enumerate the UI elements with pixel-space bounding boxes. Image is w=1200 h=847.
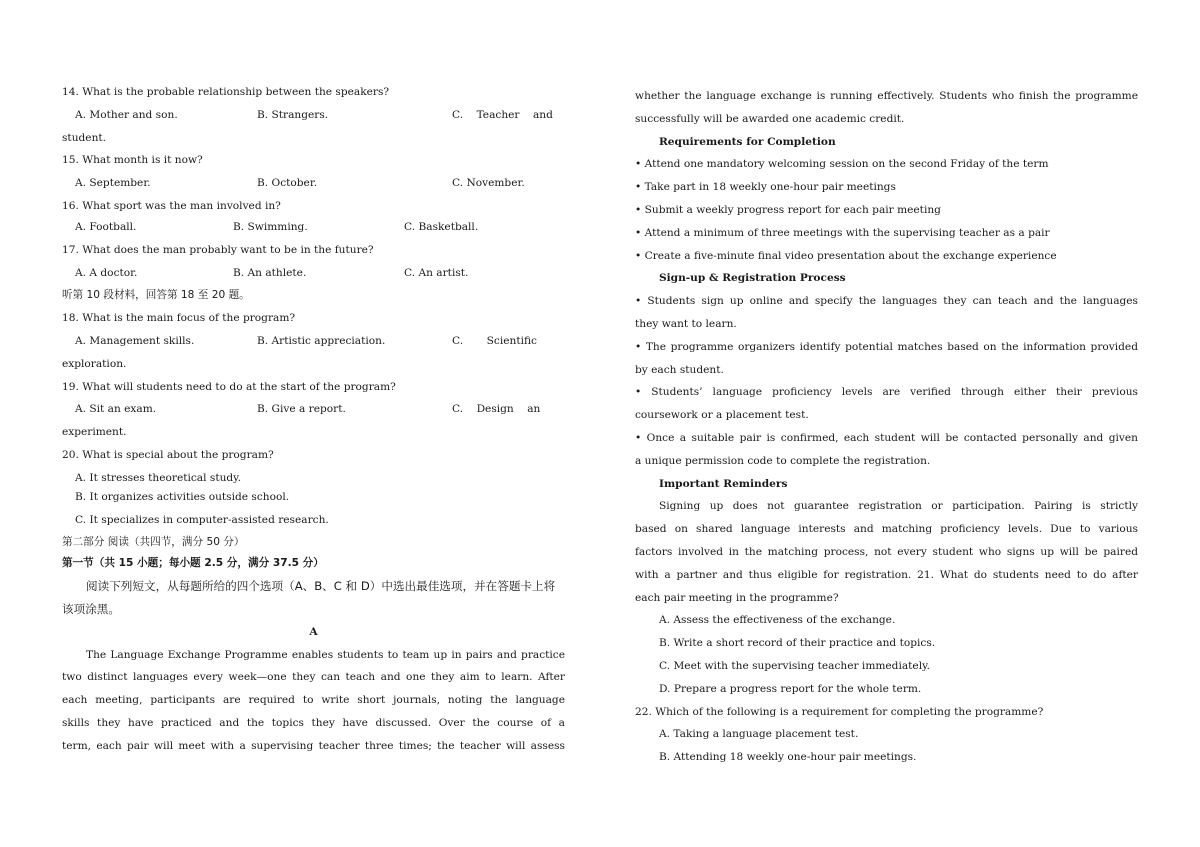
q21-option-b: B. Write a short record of their practice and topics.	[659, 637, 936, 650]
passage-line: each meeting, participants are required to write short journals, noting the language	[62, 694, 565, 707]
question-17-options	[62, 265, 565, 288]
reminder-line: based on shared language interests and matching proficiency levels. Due to various	[635, 523, 1138, 536]
section-10-heading: 听第 10 段材料，回答第 18 至 20 题。	[62, 289, 250, 302]
signup-line: a unique permission code to complete the registration.	[635, 454, 931, 467]
question-19	[62, 379, 565, 402]
question-17	[62, 242, 565, 265]
question-stem: 22. Which of the following is a requirement for completing the programme?	[635, 705, 1044, 718]
option-a: A. It stresses theoretical study.	[75, 471, 242, 484]
option-b: B. October.	[257, 177, 318, 190]
q21-option-c: C. Meet with the supervising teacher immediately.	[659, 659, 931, 672]
requirement-item: • Attend a minimum of three meetings with the supervising teacher as a pair	[635, 226, 1050, 239]
question-14-options	[62, 107, 565, 130]
option-c-continued: experiment.	[62, 426, 127, 439]
question-stem: 16. What sport was the man involved in?	[62, 199, 281, 212]
question-18	[62, 310, 565, 333]
passage-line: skills they have practiced and the topics they have discussed. Over the course of a	[62, 716, 565, 729]
question-20	[62, 447, 565, 470]
instructions-line-1: 阅读下列短文，从每题所给的四个选项（A、B、C 和 D）中选出最佳选项，并在答题卡上将	[86, 579, 556, 594]
option-a: A. A doctor.	[75, 266, 138, 279]
option-b: B. Give a report.	[257, 403, 346, 416]
requirements-heading: Requirements for Completion	[659, 135, 836, 148]
option-a: A. Mother and son.	[75, 108, 178, 121]
requirement-item: • Attend one mandatory welcoming session on the second Friday of the term	[635, 158, 1049, 171]
question-stem: 15. What month is it now?	[62, 154, 203, 167]
question-22	[635, 704, 1138, 727]
option-c: C. Design an	[452, 403, 541, 416]
passage-line: term, each pair will meet with a supervising teacher three times; the teacher will assess	[62, 739, 565, 752]
right-column	[635, 88, 1138, 772]
signup-line: coursework or a placement test.	[635, 409, 809, 422]
passage-line: whether the language exchange is running effectively. Students who finish the programme	[635, 90, 1138, 102]
q21-option-a: A. Assess the effectiveness of the exchange.	[659, 614, 896, 627]
question-16	[62, 198, 565, 219]
signup-heading: Sign-up & Registration Process	[659, 272, 846, 285]
signup-line: by each student.	[635, 363, 724, 376]
option-b: B. Strangers.	[257, 108, 329, 121]
question-stem: 18. What is the main focus of the program?	[62, 312, 296, 325]
reminder-line: with a partner and thus eligible for registration. 21. What do students need to do after	[635, 568, 1138, 581]
signup-line: • Students sign up online and specify the languages they can teach and the languages	[635, 295, 1138, 308]
q21-option-d: D. Prepare a progress report for the whole term.	[659, 682, 922, 695]
requirement-item: • Submit a weekly progress report for each pair meeting	[635, 203, 941, 216]
q22-option-b: B. Attending 18 weekly one-hour pair meetings.	[659, 751, 917, 764]
option-c-continued: student.	[62, 131, 107, 144]
option-a: A. Management skills.	[75, 334, 195, 347]
question-stem: 19. What will students need to do at the start of the program?	[62, 380, 396, 393]
q22-option-a: A. Taking a language placement test.	[659, 728, 859, 741]
instructions-line-2: 该项涂黑。	[62, 601, 120, 616]
reminder-line: Signing up does not guarantee registration or participation. Pairing is strictly	[659, 500, 1138, 513]
option-b: B. It organizes activities outside school.	[75, 490, 290, 503]
reminders-heading: Important Reminders	[659, 477, 788, 490]
option-b: B. Artistic appreciation.	[257, 334, 386, 347]
question-18-options	[62, 333, 565, 356]
option-c-continued: exploration.	[62, 357, 127, 370]
question-15-options	[62, 175, 565, 198]
part-2-heading: 第二部分 阅读（共四节，满分 50 分）	[62, 536, 245, 549]
option-c: C. November.	[452, 177, 525, 190]
passage-line: The Language Exchange Programme enables students to team up in pairs and practice	[86, 648, 565, 661]
option-c: C. An artist.	[404, 266, 469, 279]
section-1-heading: 第一节（共 15 小题；每小题 2.5 分，满分 37.5 分）	[62, 557, 324, 570]
question-19-options	[62, 401, 565, 424]
option-b: B. Swimming.	[233, 220, 308, 233]
reminder-line: factors involved in the matching process, not every student who signs up will be paired	[635, 545, 1138, 558]
option-c: C. Teacher and	[452, 108, 553, 121]
option-a: A. Sit an exam.	[75, 403, 157, 416]
signup-line: • Once a suitable pair is confirmed, each student will be contacted personally and given	[635, 431, 1138, 444]
reminder-line: each pair meeting in the programme?	[635, 591, 839, 604]
passage-label: A	[309, 625, 318, 638]
option-a: A. September.	[75, 177, 151, 190]
passage-line: successfully will be awarded one academic credit.	[635, 112, 905, 125]
option-a: A. Football.	[75, 220, 137, 233]
option-c: C. It specializes in computer-assisted research.	[75, 513, 329, 526]
question-stem: 17. What does the man probably want to be in the future?	[62, 243, 374, 256]
signup-line: • Students’ language proficiency levels are verified through either their previous	[635, 386, 1138, 399]
question-15	[62, 152, 565, 175]
requirement-item: • Create a five-minute final video presentation about the exchange experience	[635, 249, 1057, 262]
question-stem: 20. What is special about the program?	[62, 448, 274, 461]
option-b: B. An athlete.	[233, 266, 307, 279]
left-column	[62, 84, 565, 761]
question-14	[62, 84, 565, 107]
option-c: C. Basketball.	[404, 220, 479, 233]
question-16-options	[62, 219, 565, 242]
option-c: C. Scientific	[452, 334, 537, 347]
signup-line: • The programme organizers identify potential matches based on the information provided	[635, 340, 1138, 353]
requirement-item: • Take part in 18 weekly one-hour pair meetings	[635, 181, 896, 194]
signup-line: they want to learn.	[635, 317, 737, 330]
question-stem: 14. What is the probable relationship between the speakers?	[62, 86, 390, 98]
passage-line: two distinct languages every week—one they can teach and one they aim to learn. After	[62, 671, 565, 684]
